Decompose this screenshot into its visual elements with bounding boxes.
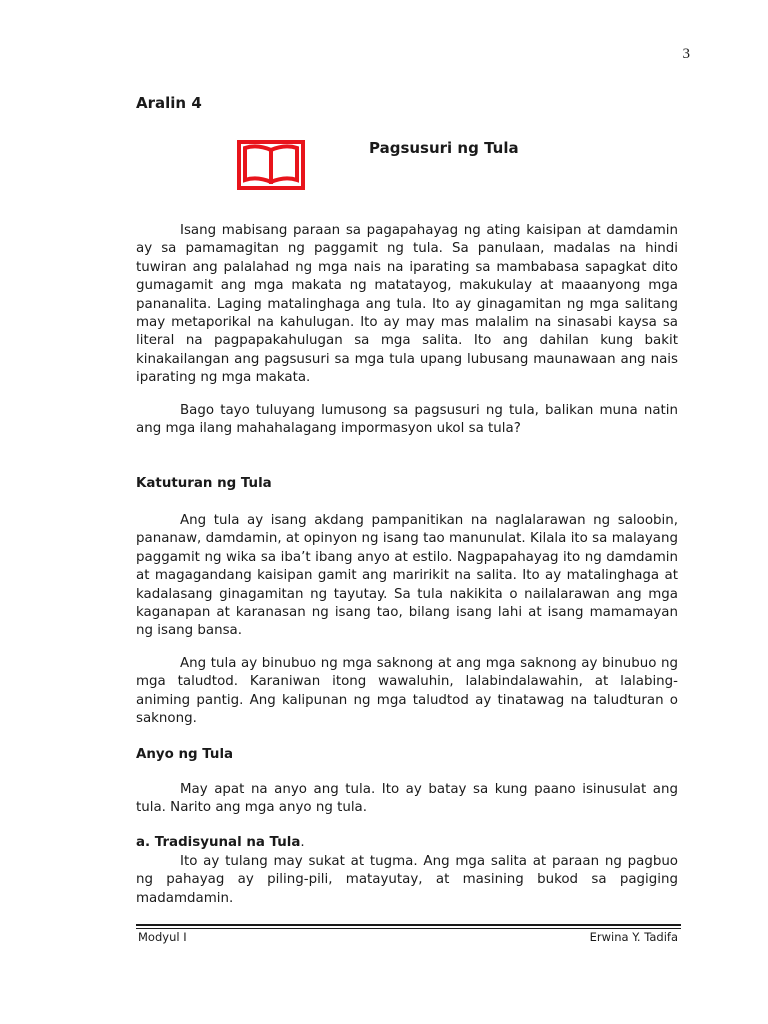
page-number: 3: [682, 46, 690, 62]
subheading-period: .: [300, 835, 305, 850]
intro-paragraph-2: Bago tayo tuluyang lumusong sa pagsusuri ng tula, balikan muna natin ang mga ilang mahahalagang impormasyon ukol sa tula?: [136, 403, 678, 437]
footer-rule-thin: [136, 928, 681, 929]
page-title: Pagsusuri ng Tula: [369, 139, 519, 157]
subheading-letter: a: [136, 835, 146, 850]
tradisyunal-paragraph: Ito ay tulang may sukat at tugma. Ang mga salita at paraan ng pagbuo ng pahayag ay piling-pili, matayutay, at masining bukod sa pagiging madamdamin.: [136, 854, 678, 906]
subheading-tradisyunal: [136, 835, 305, 850]
katuturan-paragraph-1: Ang tula ay isang akdang pampanitikan na naglalarawan ng saloobin, pananaw, damdamin, at opinyon ng isang tao manunulat. Kilala ito sa malayang paggamit ng wika sa iba’t ibang anyo at estilo. Nagpapahayag ito ng damdamin at magagandang kaisipan gamit ang maririkit na salita. Ito ay matalinghaga at kadalasang ginagamitan ng tayutay. Sa tula nakikita o nailalarawan ang mga kaganapan at karanasan ng isang tao, bilang isang lahi at isang mamamayan ng isang bansa.: [136, 513, 678, 639]
katuturan-paragraph-2: Ang tula ay binubuo ng mga saknong at ang mga saknong ay binubuo ng mga taludtod. Karaniwan itong wawaluhin, lalabindalawahin, at lalabing-animing pantig. Ang kalipunan ng mga taludtod ay tinatawag na taludturan o saknong.: [136, 656, 678, 727]
footer-module: Modyul I: [138, 930, 187, 944]
intro-paragraph-1: Isang mabisang paraan sa pagapahayag ng ating kaisipan at damdamin ay sa pamamagitan ng paggamit ng tula. Sa panulaan, madalas na hindi tuwiran ang palalahad ng mga nais na iparating sa mambabasa sapagkat dito gumagamit ang mga makata ng matatayog, makukulay at maaanyong mga pananalita. Laging matalinghaga ang tula. Ito ay ginagamitan ng mga salitang may metaporikal na kahulugan. Ito ay may mas malalim na sinasabi kaysa sa literal na pagpapakahulugan sa mga salita. Ito ang dahilan kung bakit kinakailangan ang pagsusuri sa mga tula upang lubusang maunawaan ang nais iparating ng mga makata.: [136, 223, 678, 386]
lesson-label: Aralin 4: [136, 94, 202, 112]
footer-author: Erwina Y. Tadifa: [589, 930, 678, 944]
section-heading-anyo: Anyo ng Tula: [136, 747, 234, 762]
open-book-icon: [237, 140, 305, 190]
anyo-paragraph: May apat na anyo ang tula. Ito ay batay sa kung paano isinusulat ang tula. Narito ang mga anyo ng tula.: [136, 782, 678, 816]
footer-rule: [136, 924, 681, 926]
subheading-text: . Tradisyunal na Tula: [145, 835, 301, 850]
section-heading-katuturan: Katuturan ng Tula: [136, 476, 272, 491]
